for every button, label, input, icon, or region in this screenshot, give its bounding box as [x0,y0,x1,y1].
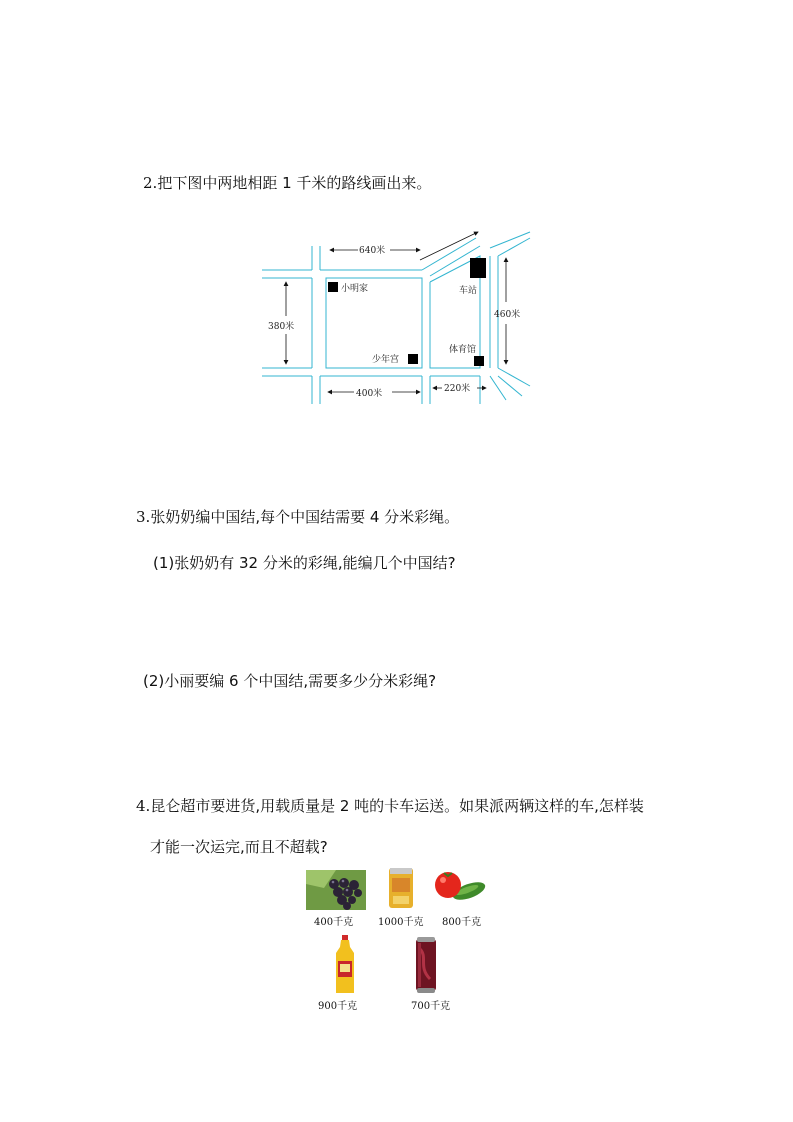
diagonal-arrow [420,232,478,260]
question-3-sub-2: (2)小丽要编 6 个中国结,需要多少分米彩绳? [143,672,437,690]
home-building [328,282,338,292]
oil-bottle-image [334,935,356,995]
question-3-sub-1: (1)张奶奶有 32 分米的彩绳,能编几个中国结? [153,554,456,572]
oil-bottle-weight: 900千克 [318,1001,358,1012]
label-460: 460米 [494,310,521,320]
question-2 [143,172,431,193]
label-380: 380米 [268,322,295,332]
question-3-number: 3. [136,508,151,526]
question-3 [136,506,459,527]
vegetables-weight: 800千克 [442,917,482,928]
rice-bag-weight: 1000千克 [378,917,424,928]
vegetables-image [430,870,488,908]
street-map [258,228,534,406]
label-gym: 体育馆 [449,345,477,355]
youth-palace-building [408,354,418,364]
question-2-number: 2. [143,174,158,192]
question-4 [136,795,644,816]
question-4-line-2: 才能一次运完,而且不超载? [150,838,328,856]
rice-bag-image [386,866,416,910]
question-2-text: 把下图中两地相距 1 千米的路线画出来。 [157,174,432,192]
label-220: 220米 [444,384,471,394]
drink-can-weight: 700千克 [411,1001,451,1012]
question-3-text: 张奶奶编中国结,每个中国结需要 4 分米彩绳。 [150,508,460,526]
grapes-image [306,870,366,910]
drink-can-image [414,937,438,993]
question-4-number: 4. [136,797,151,815]
road-lines [262,232,530,404]
label-640: 640米 [359,246,386,256]
label-home: 小明家 [341,284,369,294]
label-youth-palace: 少年宫 [372,355,400,365]
label-400: 400米 [356,389,383,399]
station-building [470,258,486,278]
question-4-line-1: 昆仑超市要进货,用载质量是 2 吨的卡车运送。如果派两辆这样的车,怎样装 [150,797,644,815]
gym-building [474,356,484,366]
grapes-weight: 400千克 [314,917,354,928]
label-station: 车站 [459,286,478,296]
